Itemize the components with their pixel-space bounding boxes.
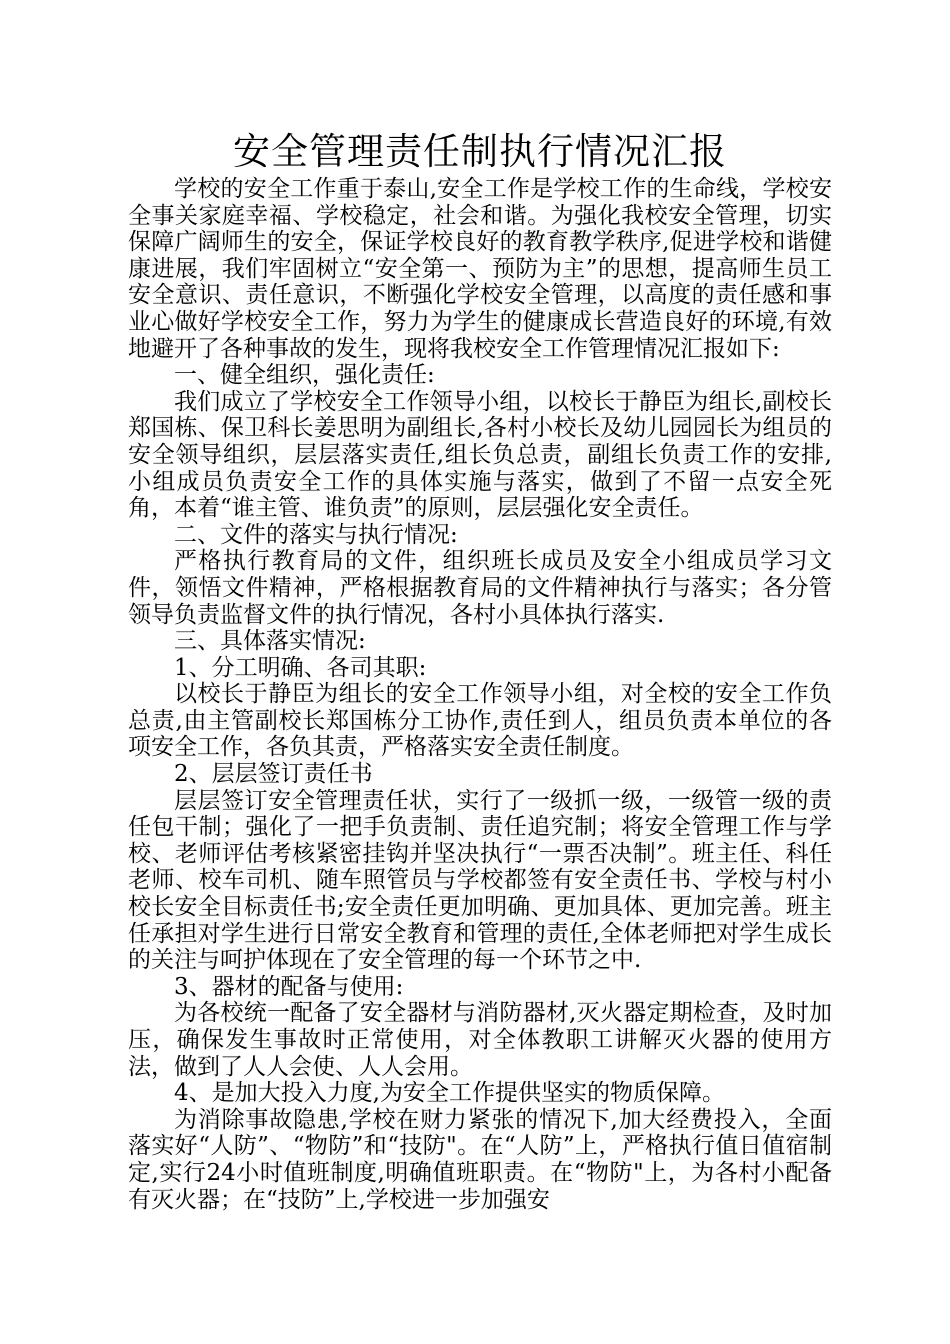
section-1-paragraph: 我们成立了学校安全工作领导小组，以校长于静臣为组长,副校长郑国栋、保卫科长姜思明为副组长,各村小校长及幼儿园园长为组员的安全领导组织，层层落实责任,组长负总责，副组长负责工作的安排,小组成员负责安全工作的具体实施与落实，做到了不留一点安全死角，本着“谁主管、谁负责”的原则，层层强化安全责任。 [128,388,832,522]
intro-paragraph: 学校的安全工作重于泰山,安全工作是学校工作的生命线，学校安全事关家庭幸福、学校稳定，社会和谐。为强化我校安全管理，切实保障广阔师生的安全，保证学校良好的教育教学秩序,促进学校和谐健康进展，我们牢固树立“安全第一、预防为主”的思想，提高师生员工安全意识、责任意识，不断强化学校安全管理，以高度的责任感和事业心做好学校安全工作，努力为学生的健康成长营造良好的环境,有效地避开了各种事故的发生，现将我校安全工作管理情况汇报如下: [128,176,832,362]
document-body [128,176,832,1213]
subsection-3-paragraph: 为各校统一配备了安全器材与消防器材,灭火器定期检查，及时加压，确保发生事故时正常使用，对全体教职工讲解灭火器的使用方法，做到了人人会使、人人会用。 [128,1000,832,1080]
section-heading-3: 三、具体落实情况: [174,628,366,655]
subsection-2-paragraph: 层层签订安全管理责任状，实行了一级抓一级，一级管一级的责任包干制；强化了一把手负责制、责任追究制；将安全管理工作与学校、老师评估考核紧密挂钩并坚决执行“一票否决制”。班主任、科任老师、校车司机、随车照管员与学校都签有安全责任书、学校与村小校长安全目标责任书;安全责任更加明确、更加具体、更加完善。班主任承担对学生进行日常安全教育和管理的责任,全体老师把对学生成长的关注与呵护体现在了安全管理的每一个环节之中. [128,787,832,974]
subsection-heading-1: 1、分工明确、各司其职: [174,654,427,681]
subsection-heading-2: 2、层层签订责任书 [174,761,373,788]
subsection-heading-4: 4、是加大投入力度,为安全工作提供坚实的物质保障。 [174,1080,725,1107]
subsection-1-paragraph: 以校长于静臣为组长的安全工作领导小组，对全校的安全工作负总责,由主管副校长郑国栋分工协作,责任到人，组员负责本单位的各项安全工作，各负其责，严格落实安全责任制度。 [128,681,832,761]
subsection-heading-3: 3、器材的配备与使用: [174,973,404,1000]
section-heading-2: 二、文件的落实与执行情况: [174,521,458,548]
subsection-4-paragraph: 为消除事故隐患,学校在财力紧张的情况下,加大经费投入，全面落实好“人防”、“物防”和“技防"。在“人防”上，严格执行值日值宿制定,实行24小时值班制度,明确值班职责。在“物防"上，为各村小配备有灭火器；在“技防”上,学校进一步加强安 [128,1106,832,1213]
section-2-paragraph: 严格执行教育局的文件，组织班长成员及安全小组成员学习文件，领悟文件精神，严格根据教育局的文件精神执行与落实；各分管领导负责监督文件的执行情况，各村小具体执行落实. [128,548,832,628]
document-page [128,128,832,1213]
document-title: 安全管理责任制执行情况汇报 [233,130,727,173]
section-heading-1: 一、健全组织，强化责任: [174,362,435,389]
